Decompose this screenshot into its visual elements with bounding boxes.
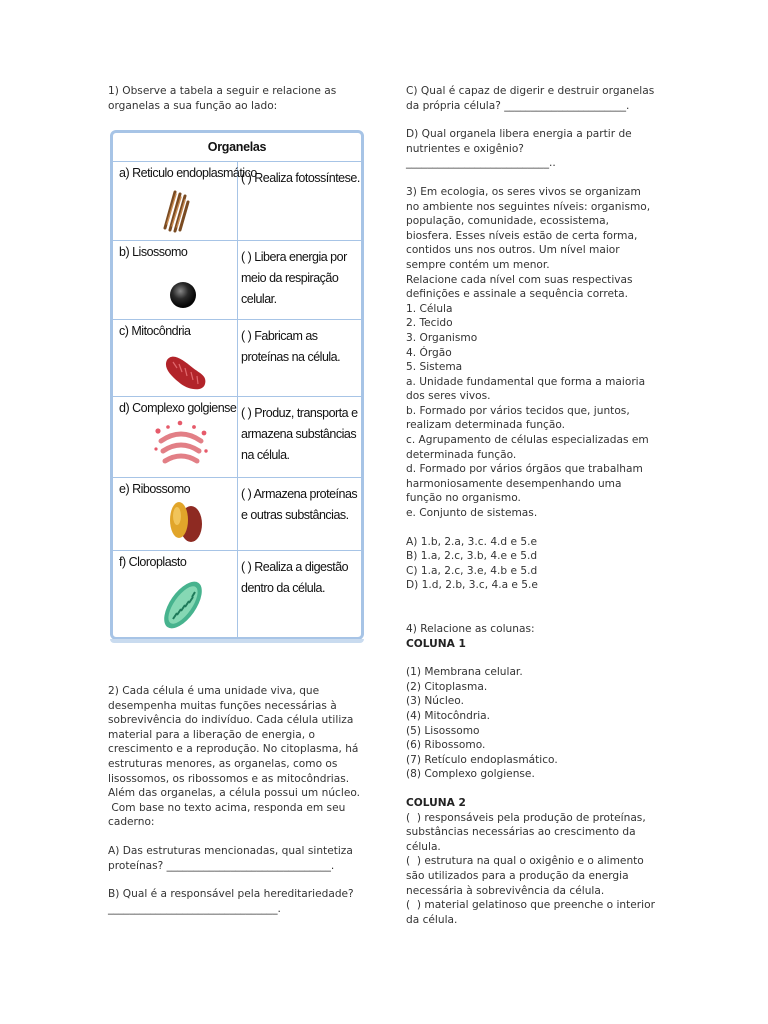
- left-column: [108, 84, 364, 113]
- question-2c: C) Qual é capaz de digerir e destruir organelas da própria célula? _______________________.: [406, 85, 658, 112]
- question-1-intro: 1) Observe a tabela a seguir e relacione as organelas a sua função ao lado:: [108, 85, 340, 112]
- table-row: [113, 397, 361, 478]
- question-2-block: [108, 684, 364, 916]
- organelles-table: [110, 130, 364, 640]
- question-4-intro: 4) Relacione as colunas:: [406, 623, 535, 635]
- ribosome-icon: [167, 494, 203, 546]
- organelle-name: b) Lisossomo: [119, 245, 188, 259]
- column-1-items: (1) Membrana celular. (2) Citoplasma. (3) Núcleo. (4) Mitocôndria. (5) Lisossomo (6) Ribossomo. (7) Retículo endoplasmático. (8) Complexo golgiense.: [406, 666, 558, 781]
- organelle-function: ( ) Realiza a digestão dentro da célula.: [241, 560, 349, 595]
- question-2d: D) Qual organela libera energia a partir de nutrientes e oxigênio? ___________________________..: [406, 128, 636, 170]
- lysosome-icon: [169, 275, 197, 315]
- table-title: Organelas: [113, 133, 361, 162]
- organelle-name: c) Mitocôndria: [119, 324, 191, 338]
- organelle-function: ( ) Fabricam as proteínas na célula.: [241, 329, 341, 364]
- chloroplast-icon: [161, 575, 205, 635]
- question-3-text: 3) Em ecologia, os seres vivos se organizam no ambiente nos seguintes níveis: organismo, população, comunidade, ecossistema, biosfera. Esses níveis estão de certa forma, contidos uns nos outros. Um nível maior sempre contém um menor. Relacione cada nível com suas respectivas definições e assinale a sequência correta. 1. Célula 2. Tecido 3. Organismo 4. Órgão 5. Sistema a. Unidade fundamental que forma a maioria dos seres vivos. b. Formado por vários tecidos que, juntos, realizam determinada função. c. Agrupamento de células especializadas em determinada função. d. Formado por vários órgãos que trabalham harmoniosamente desempenhando uma função no organismo. e. Conjunto de sistemas.: [406, 185, 651, 520]
- organelle-name: f) Cloroplasto: [119, 555, 187, 569]
- golgi-complex-icon: [153, 419, 209, 471]
- endoplasmic-reticulum-icon: [161, 188, 191, 234]
- column-2-items: ( ) responsáveis pela produção de proteínas, substâncias necessárias ao crescimento da célula. ( ) estrutura na qual o oxigênio e o alimento são utilizados para a produção da energia necessária à sobrevivência da célula. ( ) material gelatinoso que preenche o interior da célula.: [406, 811, 655, 926]
- organelle-name: d) Complexo golgiense: [119, 401, 237, 415]
- table-row: [113, 162, 361, 241]
- table-row: [113, 551, 361, 637]
- organelle-name: a) Reticulo endoplasmático: [119, 166, 257, 180]
- column-2-title: COLUNA 2: [406, 796, 466, 809]
- question-2a: A) Das estruturas mencionadas, qual sintetiza proteínas? _______________________________.: [108, 844, 357, 872]
- organelle-name: e) Ribossomo: [119, 482, 191, 496]
- question-3-options: A) 1.b, 2.a, 3.c. 4.d e 5.e B) 1.a, 2.c, 3.b, 4.e e 5.d C) 1.a, 2.c, 3.e, 4.b e 5.d D) 1.d, 2.b, 3.c, 4.a e 5.e: [406, 535, 538, 592]
- organelle-function: ( ) Libera energia por meio da respiração celular.: [241, 250, 347, 306]
- right-column: [406, 84, 656, 927]
- column-1-title: COLUNA 1: [406, 637, 466, 650]
- table-row: [113, 478, 361, 551]
- table-row: [113, 241, 361, 320]
- table-row: [113, 320, 361, 397]
- organelle-function: ( ) Realiza fotossíntese.: [241, 171, 360, 185]
- mitochondria-icon: [163, 350, 209, 392]
- question-2b: B) Qual é a responsável pela hereditariedade? ________________________________.: [108, 888, 358, 915]
- question-2-text: 2) Cada célula é uma unidade viva, que desempenha muitas funções necessárias à sobrevivência do indivíduo. Cada célula utiliza material para a liberação de energia, o crescimento e a reprodução. No citoplasma, há estruturas menores, as organelas, como os lisossomos, os ribossomos e as mitocôndrias. Além das organelas, a célula possui um núcleo. Com base no texto acima, responda em seu caderno:: [108, 685, 360, 829]
- organelle-function: ( ) Produz, transporta e armazena substâncias na célula.: [241, 406, 358, 462]
- organelle-function: ( ) Armazena proteínas e outras substâncias.: [241, 487, 358, 522]
